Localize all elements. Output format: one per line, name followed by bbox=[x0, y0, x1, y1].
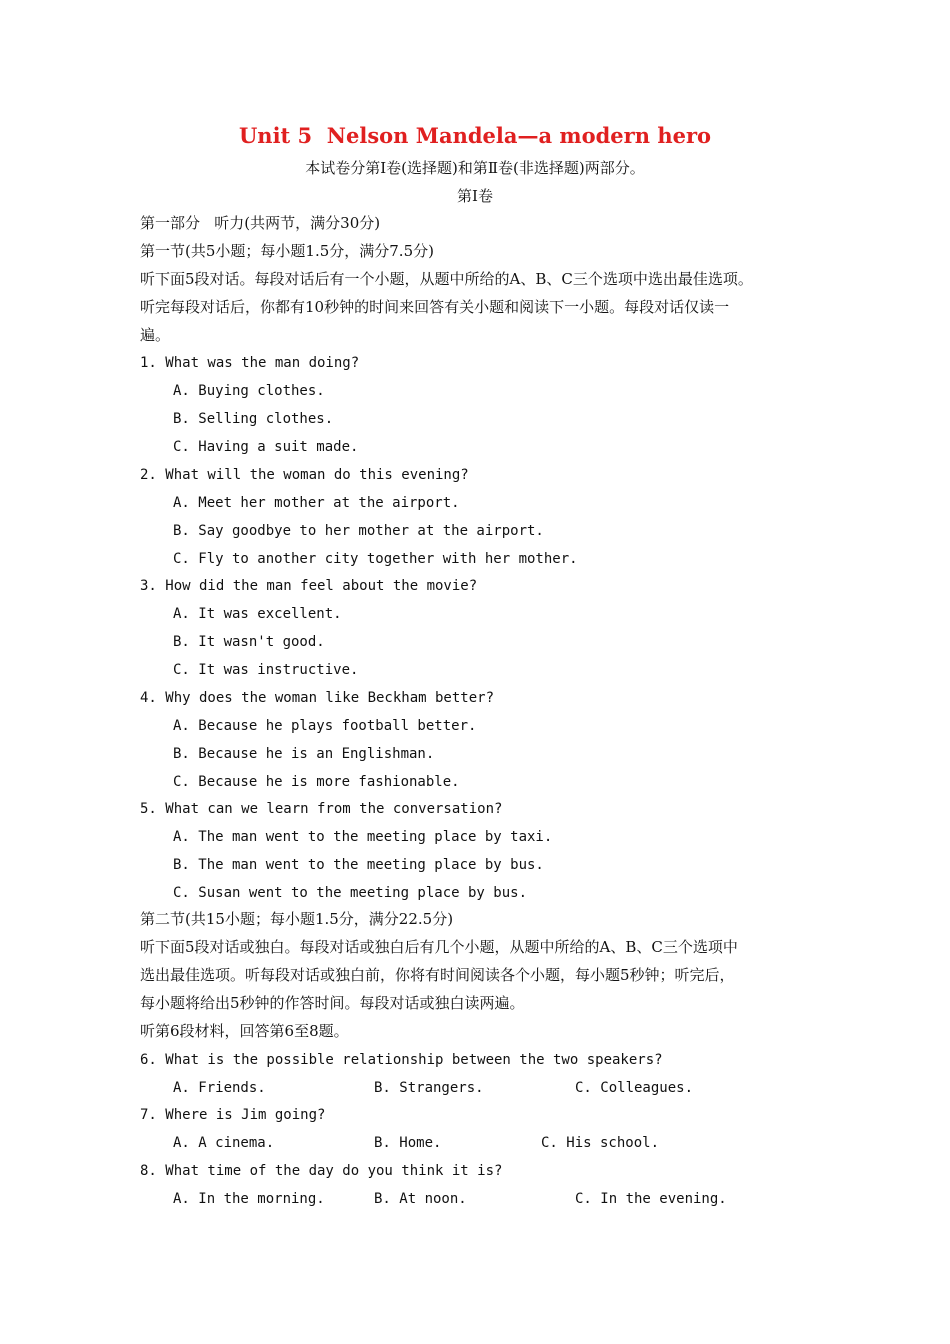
section2-instruction-line: 听下面5段对话或独白。每段对话或独白后有几个小题，从题中所给的A、B、C三个选项中 bbox=[140, 938, 738, 956]
question-3-option-b: B. It wasn't good. bbox=[173, 634, 325, 650]
question-8: 8. What time of the day do you think it is? bbox=[140, 1163, 503, 1179]
question-2-option-b: B. Say goodbye to her mother at the airport. bbox=[173, 523, 544, 539]
question-5: 5. What can we learn from the conversation? bbox=[140, 801, 503, 817]
question-3-option-c: C. It was instructive. bbox=[173, 662, 359, 678]
question-1-option-b: B. Selling clothes. bbox=[173, 411, 334, 427]
question-2-option-c: C. Fly to another city together with her mother. bbox=[173, 551, 578, 567]
question-4-option-c: C. Because he is more fashionable. bbox=[173, 774, 460, 790]
section2-instruction-line: 选出最佳选项。听每段对话或独白前，你将有时间阅读各个小题，每小题5秒钟；听完后， bbox=[140, 966, 735, 984]
section1-heading: 第一节(共5小题；每小题1.5分，满分7.5分) bbox=[140, 242, 434, 260]
question-5-option-b: B. The man went to the meeting place by bus. bbox=[173, 857, 544, 873]
question-5-option-a: A. The man went to the meeting place by taxi. bbox=[173, 829, 553, 845]
section2-heading: 第二节(共15小题；每小题1.5分，满分22.5分) bbox=[140, 910, 454, 928]
section1-instruction-line: 听下面5段对话。每段对话后有一个小题，从题中所给的A、B、C三个选项中选出最佳选项。 bbox=[140, 270, 753, 288]
part1-heading: 第一部分 听力(共两节，满分30分) bbox=[140, 214, 381, 232]
question-4-option-b: B. Because he is an Englishman. bbox=[173, 746, 435, 762]
question-3-option-a: A. It was excellent. bbox=[173, 606, 342, 622]
question-7-option-c: C. His school. bbox=[541, 1135, 660, 1151]
question-5-option-c: C. Susan went to the meeting place by bus. bbox=[173, 885, 528, 901]
section2-instruction-line: 每小题将给出5秒钟的作答时间。每段对话或独白读两遍。 bbox=[140, 994, 525, 1012]
question-6-option-b: B. Strangers. bbox=[374, 1080, 484, 1096]
page-title: Unit 5 Nelson Mandela—a modern hero bbox=[238, 123, 712, 148]
question-1: 1. What was the man doing? bbox=[140, 355, 360, 371]
question-6: 6. What is the possible relationship between the two speakers? bbox=[140, 1052, 663, 1068]
question-2-option-a: A. Meet her mother at the airport. bbox=[173, 495, 460, 511]
question-6-option-a: A. Friends. bbox=[173, 1080, 266, 1096]
question-1-option-c: C. Having a suit made. bbox=[173, 439, 359, 455]
section1-instruction-line: 遍。 bbox=[140, 326, 171, 344]
volume-heading: 第Ⅰ卷 bbox=[457, 187, 493, 205]
question-8-option-c: C. In the evening. bbox=[575, 1191, 727, 1207]
question-6-option-c: C. Colleagues. bbox=[575, 1080, 694, 1096]
question-2: 2. What will the woman do this evening? bbox=[140, 467, 469, 483]
question-7-option-b: B. Home. bbox=[374, 1135, 442, 1151]
section1-instruction-line: 听完每段对话后，你都有10秒钟的时间来回答有关小题和阅读下一小题。每段对话仅读一 bbox=[140, 298, 730, 316]
question-4: 4. Why does the woman like Beckham better? bbox=[140, 690, 495, 706]
intro-text: 本试卷分第Ⅰ卷(选择题)和第Ⅱ卷(非选择题)两部分。 bbox=[305, 159, 645, 177]
question-7-option-a: A. A cinema. bbox=[173, 1135, 275, 1151]
question-4-option-a: A. Because he plays football better. bbox=[173, 718, 477, 734]
question-8-option-a: A. In the morning. bbox=[173, 1191, 325, 1207]
question-3: 3. How did the man feel about the movie? bbox=[140, 578, 478, 594]
question-8-option-b: B. At noon. bbox=[374, 1191, 467, 1207]
question-1-option-a: A. Buying clothes. bbox=[173, 383, 325, 399]
section2-material: 听第6段材料，回答第6至8题。 bbox=[140, 1022, 349, 1040]
question-7: 7. Where is Jim going? bbox=[140, 1107, 326, 1123]
